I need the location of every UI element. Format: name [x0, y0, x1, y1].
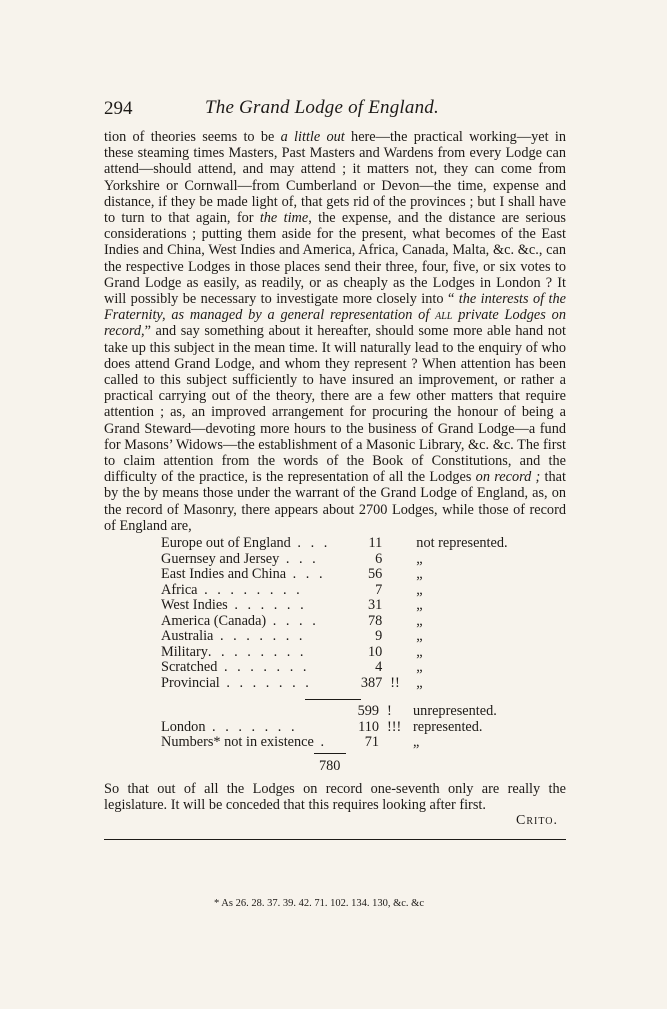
table-row [161, 614, 556, 630]
row-number: 6 [375, 550, 383, 567]
table-row [161, 629, 556, 645]
page-number: 294 [104, 98, 133, 119]
row-note: not represented. [416, 535, 508, 552]
leader-dots: . . . . . . . [217, 660, 310, 676]
row-label [161, 536, 330, 552]
leader-dots: . . . . . . . . [197, 582, 303, 598]
row-label [161, 645, 330, 661]
row-note: „ [416, 597, 423, 614]
row-number: 387 [360, 674, 383, 691]
row-note: „ [413, 734, 420, 751]
row-label [161, 583, 330, 599]
row-label-text: Provincial [161, 675, 220, 691]
running-title: The Grand Lodge of England. [205, 97, 439, 118]
row-note: „ [416, 581, 423, 598]
row-label [161, 735, 327, 751]
row-label [161, 552, 330, 568]
table-row [161, 735, 553, 751]
row-label-text: Scratched [161, 660, 218, 676]
row-number: 10 [368, 643, 383, 660]
text-run-italic: on record ; [475, 469, 541, 486]
table-row [161, 567, 556, 583]
subtotal-note: unrepresented. [413, 703, 497, 720]
row-label [161, 614, 330, 630]
row-note: „ [416, 628, 423, 645]
lodges-table [161, 536, 556, 691]
row-label-text: Australia [161, 629, 214, 645]
signature: Crito. [516, 812, 558, 828]
text-run: , the expense, and the distance are serious considerations ; putting them aside for the present, what becomes of the East Indies and China, West Indies and America, Africa, Canada, Malta, &c. &c., can the respective Lodges in those places send their three, four, five, or six votes to Grand Lodge as easily, as readily, or as cheaply as the Lodges in London ? It will possibly be necessary to investigate more closely into “ [104, 210, 566, 308]
table-row [161, 676, 556, 692]
row-mark [390, 614, 416, 630]
row-label-text: Europe out of England [161, 536, 291, 552]
text-run: ” and say something about it hereafter, should some more able hand not take up this subject in the mean time. It will naturally lead to the enquiry of who does attend Grand Lodge, and whom they represent ? When attention has been called to this subject sufficiently to have insured an improvement, or rather a practical carrying out of the theory, there are a few other matters that require attention ; as, an improved arrangement for procuring the honour of being a Grand Steward—devoting more hours to the business of Grand Lodge—a fund for Masons’ Widows—the establishment of a Masonic Library, &c. &c. The first to claim attention from the words of the Book of Constitutions, and the difficulty of the practice, is the representation of all the Lodges [104, 323, 566, 486]
text-run: here—the practical working—yet in these steaming times Masters, Past Masters and Wardens from every Lodge can attend—should attend, and may attend ; it matters not, they can come from Yorkshire or Cornwall—from Cumberland or Devon—the time, expense and distance, if they be made light of, that gets rid of the provinces ; but I shall have to turn to that again, for [104, 129, 566, 227]
table-row [161, 598, 556, 614]
row-mark [390, 567, 416, 583]
table-row [161, 660, 556, 676]
table-row [161, 645, 556, 661]
leader-dots: . . . . . . . . [207, 644, 307, 660]
row-number: 11 [368, 535, 383, 552]
closing-paragraph: So that out of all the Lodges on record one-seventh only are really the legislature. It will be conceded that this requires looking after first. [104, 780, 566, 813]
text-run-italic: the interests of the Fraternity, as managed by a general representation of [104, 291, 566, 324]
row-number: 71 [364, 734, 380, 751]
row-note: „ [416, 643, 423, 660]
leader-dots: . . . . . . [227, 598, 307, 614]
text-run-italic: the time [259, 210, 309, 227]
row-label-text: London [161, 719, 206, 735]
leader-dots: . . . [279, 551, 319, 567]
footnote: * As 26. 28. 37. 39. 42. 71. 102. 134. 130, &c. &c [214, 898, 424, 909]
row-note: „ [416, 566, 423, 583]
lodges-subtotal-table [161, 704, 553, 751]
row-mark [390, 598, 416, 614]
total-rule [314, 753, 346, 754]
footnote-rule [104, 839, 566, 840]
subtotal-label [161, 704, 327, 720]
leader-dots: . . . [286, 567, 326, 583]
table-row [161, 583, 556, 599]
row-label [161, 598, 330, 614]
row-label-text: America (Canada) [161, 613, 267, 629]
leader-dots: . . . . . . . [219, 675, 312, 691]
row-label [161, 676, 330, 692]
row-number: 56 [368, 566, 383, 583]
row-number: 110 [358, 718, 380, 735]
row-note: „ [416, 612, 423, 629]
text-run: that by the by means those under the warrant of the Grand Lodge of England, as, on the record of Masonry, there appears about 2700 Lodges, while those of record of England are, [104, 469, 566, 534]
leader-dots: . [313, 735, 328, 751]
row-label [161, 660, 330, 676]
row-mark [390, 583, 416, 599]
text-run-italic: a little out [280, 129, 345, 145]
row-mark: !!! [387, 718, 402, 735]
row-number: 31 [368, 597, 383, 614]
page [104, 98, 566, 840]
table-row [161, 720, 553, 736]
row-label-text: Numbers* not in existence [161, 735, 314, 751]
sum-rule [305, 699, 361, 700]
table-row [161, 536, 556, 552]
row-note: „ [416, 550, 423, 567]
leader-dots: . . . [290, 536, 331, 552]
subtotal-number: 599 [357, 703, 380, 720]
text-run: tion of theories seems to be [104, 129, 281, 145]
row-label-text: East Indies and China [161, 567, 287, 583]
row-label-text: Africa [161, 582, 198, 598]
subtotal-row [161, 704, 553, 720]
body-paragraph [104, 129, 566, 534]
row-mark [390, 645, 416, 661]
row-number: 9 [375, 628, 383, 645]
row-label [161, 720, 327, 736]
text-run-italic: private Lodges on record, [104, 307, 566, 340]
row-number: 7 [375, 581, 383, 598]
leader-dots: . . . . [266, 613, 319, 629]
row-mark: !! [390, 674, 400, 691]
grand-total: 780 [319, 757, 341, 774]
row-note: „ [416, 674, 423, 691]
row-number: 4 [375, 659, 383, 676]
row-note: represented. [413, 718, 483, 735]
row-number: 78 [368, 612, 383, 629]
table-row [161, 552, 556, 568]
leader-dots: . . . . . . . [213, 629, 306, 645]
row-label-text: West Indies [161, 598, 228, 614]
row-note: „ [416, 659, 423, 676]
row-label-text: Guernsey and Jersey [161, 551, 280, 567]
row-mark [390, 629, 416, 645]
page-header [104, 98, 566, 128]
row-mark [390, 660, 416, 676]
row-mark [387, 735, 413, 751]
row-label [161, 629, 330, 645]
row-label-text: Military [161, 644, 208, 660]
row-mark [390, 552, 416, 568]
row-label [161, 567, 330, 583]
text-run-smallcaps: all [429, 307, 459, 324]
subtotal-mark: ! [387, 703, 392, 720]
row-mark [390, 536, 416, 552]
leader-dots: . . . . . . . [205, 719, 298, 735]
